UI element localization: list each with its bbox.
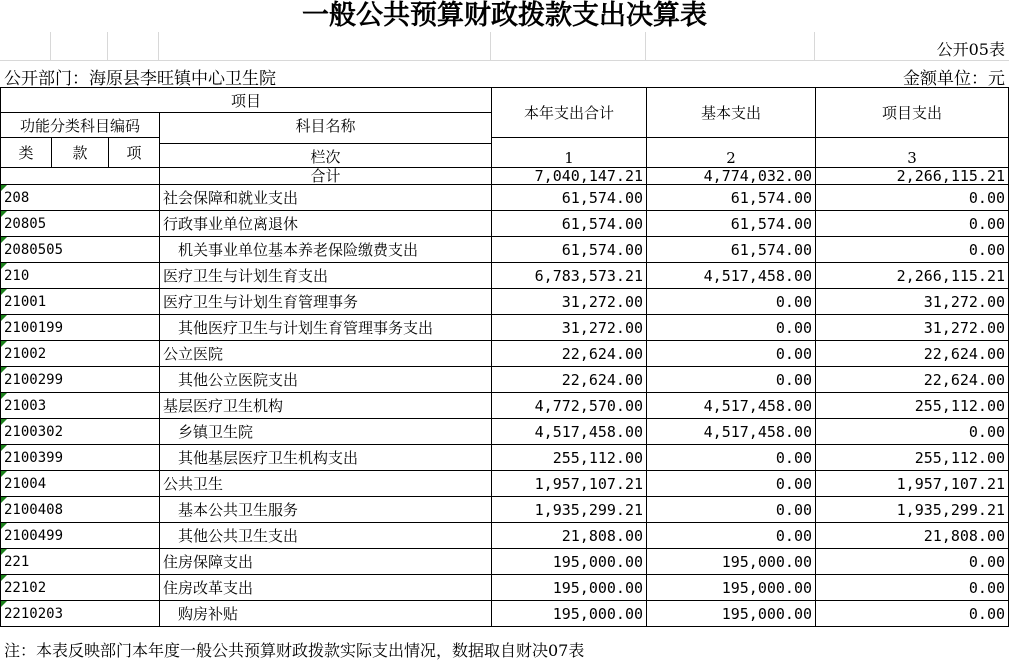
table-row [1,289,1009,315]
row-basic: 0.00 [647,523,816,549]
row-code: 21004 [1,471,160,497]
row-basic: 4,517,458.00 [647,393,816,419]
row-project: 0.00 [816,549,1009,575]
row-basic: 0.00 [647,497,816,523]
row-project: 31,272.00 [816,289,1009,315]
col-number-3: 3 [816,138,1009,168]
row-basic: 195,000.00 [647,549,816,575]
grid-cell [51,32,108,60]
table-row [1,341,1009,367]
col-number-2: 2 [647,138,816,168]
table-row [1,237,1009,263]
row-name: 其他医疗卫生与计划生育管理事务支出 [160,315,492,341]
row-name: 医疗卫生与计划生育管理事务 [160,289,492,315]
row-code: 2100499 [1,523,160,549]
row-basic: 0.00 [647,471,816,497]
grid-cell [159,32,491,60]
header-name: 科目名称 [160,113,492,144]
total-label: 合计 [160,168,492,185]
row-code: 22102 [1,575,160,601]
row-code: 2100302 [1,419,160,445]
row-project: 0.00 [816,237,1009,263]
header-lei: 类 [1,138,52,168]
row-project: 22,624.00 [816,367,1009,393]
table-row [1,497,1009,523]
header-total: 本年支出合计 [492,88,647,138]
col-number-1: 1 [492,138,647,168]
row-basic: 195,000.00 [647,601,816,627]
row-name: 其他公立医院支出 [160,367,492,393]
row-total: 255,112.00 [492,445,647,471]
header-lanci: 栏次 [160,144,492,168]
row-name: 其他基层医疗卫生机构支出 [160,445,492,471]
table-row [1,471,1009,497]
row-project: 255,112.00 [816,393,1009,419]
row-name: 乡镇卫生院 [160,419,492,445]
grid-cell [491,32,646,60]
row-project: 255,112.00 [816,445,1009,471]
row-name: 基本公共卫生服务 [160,497,492,523]
row-name: 住房保障支出 [160,549,492,575]
header-func-code: 功能分类科目编码 [1,113,160,138]
department-label: 公开部门：海原县李旺镇中心卫生院 [4,69,276,89]
row-total: 61,574.00 [492,185,647,211]
header-kuan: 款 [52,138,109,168]
row-basic: 61,574.00 [647,211,816,237]
header-item: 项目 [1,88,492,113]
row-code: 20805 [1,211,160,237]
row-name: 公立医院 [160,341,492,367]
row-basic: 0.00 [647,367,816,393]
row-project: 1,935,299.21 [816,497,1009,523]
row-code: 2080505 [1,237,160,263]
grid-cell [646,32,815,60]
row-name: 其他公共卫生支出 [160,523,492,549]
report-title: 一般公共预算财政拨款支出决算表 [302,0,707,31]
row-project: 0.00 [816,575,1009,601]
row-total: 21,808.00 [492,523,647,549]
row-project: 22,624.00 [816,341,1009,367]
row-basic: 195,000.00 [647,575,816,601]
spreadsheet-gridline-row [0,32,1009,61]
row-name: 住房改革支出 [160,575,492,601]
table-row [1,367,1009,393]
row-code: 21002 [1,341,160,367]
row-code: 2100199 [1,315,160,341]
row-name: 基层医疗卫生机构 [160,393,492,419]
grid-cell [0,32,51,60]
row-basic: 0.00 [647,445,816,471]
row-name: 机关事业单位基本养老保险缴费支出 [160,237,492,263]
row-project: 2,266,115.21 [816,263,1009,289]
row-code: 2100299 [1,367,160,393]
table-row [1,523,1009,549]
row-project: 1,957,107.21 [816,471,1009,497]
row-name: 社会保障和就业支出 [160,185,492,211]
row-total: 195,000.00 [492,601,647,627]
row-basic: 0.00 [647,289,816,315]
table-note: 注：本表反映部门本年度一般公共预算财政拨款实际支出情况，数据取自财决07表 [4,641,585,660]
row-code: 21001 [1,289,160,315]
row-project: 21,808.00 [816,523,1009,549]
row-code: 208 [1,185,160,211]
row-total: 61,574.00 [492,237,647,263]
total-basic: 4,774,032.00 [647,168,816,185]
row-total: 1,957,107.21 [492,471,647,497]
row-total: 195,000.00 [492,575,647,601]
row-total: 22,624.00 [492,341,647,367]
row-basic: 61,574.00 [647,185,816,211]
row-total: 6,783,573.21 [492,263,647,289]
header-project: 项目支出 [816,88,1009,138]
row-total: 195,000.00 [492,549,647,575]
row-code: 21003 [1,393,160,419]
table-row [1,185,1009,211]
table-row [1,549,1009,575]
total-sum: 7,040,147.21 [492,168,647,185]
header-basic: 基本支出 [647,88,816,138]
unit-label: 金额单位：元 [903,69,1005,89]
row-name: 医疗卫生与计划生育支出 [160,263,492,289]
table-row [1,601,1009,627]
row-basic: 61,574.00 [647,237,816,263]
row-name: 购房补贴 [160,601,492,627]
row-total: 61,574.00 [492,211,647,237]
row-total: 4,772,570.00 [492,393,647,419]
table-row [1,419,1009,445]
row-project: 31,272.00 [816,315,1009,341]
row-project: 0.00 [816,601,1009,627]
table-row [1,393,1009,419]
row-name: 公共卫生 [160,471,492,497]
row-basic: 4,517,458.00 [647,419,816,445]
table-row [1,445,1009,471]
total-project: 2,266,115.21 [816,168,1009,185]
row-code: 2100408 [1,497,160,523]
expenditure-table [0,87,1009,627]
row-total: 22,624.00 [492,367,647,393]
table-row [1,263,1009,289]
grid-cell [108,32,159,60]
row-total: 31,272.00 [492,289,647,315]
table-row [1,315,1009,341]
form-code: 公开05表 [936,40,1005,59]
row-basic: 0.00 [647,315,816,341]
row-project: 0.00 [816,185,1009,211]
row-basic: 4,517,458.00 [647,263,816,289]
row-code: 2210203 [1,601,160,627]
row-basic: 0.00 [647,341,816,367]
row-total: 4,517,458.00 [492,419,647,445]
row-code: 2100399 [1,445,160,471]
table-row [1,211,1009,237]
row-project: 0.00 [816,211,1009,237]
row-project: 0.00 [816,419,1009,445]
row-code: 210 [1,263,160,289]
header-xiang: 项 [109,138,160,168]
row-code: 221 [1,549,160,575]
row-name: 行政事业单位离退休 [160,211,492,237]
row-total: 31,272.00 [492,315,647,341]
table-row [1,575,1009,601]
row-total: 1,935,299.21 [492,497,647,523]
total-empty [1,168,160,185]
